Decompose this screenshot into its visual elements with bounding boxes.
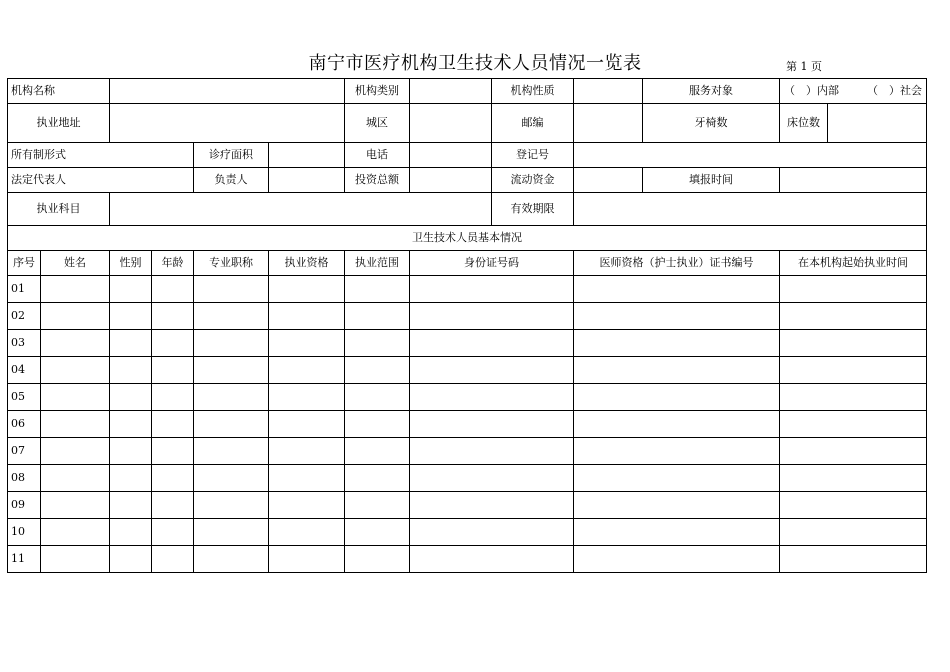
staff-header-row: [8, 251, 927, 276]
col-header-qualification: 执业资格: [269, 251, 345, 276]
staff-cell-seq: 04: [8, 357, 41, 384]
person-in-charge-value[interactable]: [269, 168, 345, 193]
staff-cell-name[interactable]: [41, 330, 110, 357]
practice-subjects-value[interactable]: [110, 193, 492, 226]
practice-address-label: 执业地址: [8, 104, 110, 143]
staff-cell-title[interactable]: [194, 546, 269, 573]
staff-cell-age[interactable]: [152, 303, 194, 330]
staff-cell-id-number[interactable]: [410, 438, 574, 465]
staff-row: [8, 303, 927, 330]
staff-cell-name[interactable]: [41, 492, 110, 519]
staff-cell-id-number[interactable]: [410, 492, 574, 519]
org-nature-value[interactable]: [574, 79, 643, 104]
district-value[interactable]: [410, 104, 492, 143]
staff-cell-certificate[interactable]: [574, 303, 780, 330]
report-time-label: 填报时间: [643, 168, 780, 193]
staff-cell-seq: 03: [8, 330, 41, 357]
staff-cell-seq: 06: [8, 411, 41, 438]
staff-cell-certificate[interactable]: [574, 330, 780, 357]
staff-row: [8, 330, 927, 357]
staff-cell-seq: 08: [8, 465, 41, 492]
page-indicator: 第 1 页: [786, 60, 822, 73]
staff-cell-certificate[interactable]: [574, 357, 780, 384]
org-nature-label: 机构性质: [492, 79, 574, 104]
staff-cell-seq: 05: [8, 384, 41, 411]
service-public-option[interactable]: （ ）社会: [867, 84, 922, 97]
staff-cell-qualification[interactable]: [269, 465, 345, 492]
staff-cell-gender[interactable]: [110, 357, 152, 384]
staff-cell-start-time[interactable]: [780, 303, 927, 330]
staff-cell-seq: 09: [8, 492, 41, 519]
ownership-label: 所有制形式: [8, 143, 194, 168]
staff-cell-id-number[interactable]: [410, 384, 574, 411]
phone-label: 电话: [345, 143, 410, 168]
staff-cell-age[interactable]: [152, 465, 194, 492]
staff-cell-qualification[interactable]: [269, 519, 345, 546]
staff-cell-seq: 01: [8, 276, 41, 303]
staff-cell-age[interactable]: [152, 330, 194, 357]
staff-cell-id-number[interactable]: [410, 519, 574, 546]
practice-subjects-label: 执业科目: [8, 193, 110, 226]
staff-cell-title[interactable]: [194, 276, 269, 303]
staff-row: [8, 546, 927, 573]
staff-cell-start-time[interactable]: [780, 492, 927, 519]
info-row-5: [8, 193, 927, 226]
info-row-2: [8, 104, 927, 143]
staff-cell-age[interactable]: [152, 357, 194, 384]
staff-row: [8, 384, 927, 411]
dental-chairs-label: 牙椅数: [643, 104, 780, 143]
staff-cell-scope[interactable]: [345, 438, 410, 465]
staff-cell-name[interactable]: [41, 438, 110, 465]
staff-cell-start-time[interactable]: [780, 384, 927, 411]
staff-row: [8, 519, 927, 546]
working-capital-label: 流动资金: [492, 168, 574, 193]
staff-cell-qualification[interactable]: [269, 303, 345, 330]
staff-cell-qualification[interactable]: [269, 492, 345, 519]
staff-cell-qualification[interactable]: [269, 276, 345, 303]
staff-cell-seq: 07: [8, 438, 41, 465]
staff-cell-start-time[interactable]: [780, 276, 927, 303]
staff-row: [8, 492, 927, 519]
service-target-options[interactable]: [780, 79, 927, 104]
staff-cell-name[interactable]: [41, 384, 110, 411]
staff-cell-name[interactable]: [41, 303, 110, 330]
staff-cell-id-number[interactable]: [410, 546, 574, 573]
staff-row: [8, 411, 927, 438]
staff-cell-seq: 11: [8, 546, 41, 573]
org-type-value[interactable]: [410, 79, 492, 104]
staff-cell-scope[interactable]: [345, 546, 410, 573]
staff-cell-gender[interactable]: [110, 546, 152, 573]
staff-cell-certificate[interactable]: [574, 492, 780, 519]
staff-cell-start-time[interactable]: [780, 330, 927, 357]
org-name-label: 机构名称: [8, 79, 110, 104]
col-header-age: 年龄: [152, 251, 194, 276]
staff-cell-qualification[interactable]: [269, 411, 345, 438]
postcode-label: 邮编: [492, 104, 574, 143]
staff-cell-start-time[interactable]: [780, 357, 927, 384]
staff-cell-certificate[interactable]: [574, 411, 780, 438]
legal-rep-label: 法定代表人: [8, 168, 194, 193]
staff-cell-certificate[interactable]: [574, 276, 780, 303]
staff-cell-certificate[interactable]: [574, 546, 780, 573]
staff-cell-seq: 10: [8, 519, 41, 546]
valid-period-value[interactable]: [574, 193, 927, 226]
staff-cell-age[interactable]: [152, 411, 194, 438]
staff-cell-seq: 02: [8, 303, 41, 330]
staff-row: [8, 465, 927, 492]
staff-cell-gender[interactable]: [110, 384, 152, 411]
bed-count-label: 床位数: [780, 104, 828, 143]
clinic-area-label: 诊疗面积: [194, 143, 269, 168]
staff-cell-age[interactable]: [152, 492, 194, 519]
phone-value[interactable]: [410, 143, 492, 168]
staff-cell-id-number[interactable]: [410, 465, 574, 492]
staff-cell-start-time[interactable]: [780, 465, 927, 492]
postcode-value[interactable]: [574, 104, 643, 143]
staff-cell-name[interactable]: [41, 519, 110, 546]
service-target-label: 服务对象: [643, 79, 780, 104]
staff-cell-certificate[interactable]: [574, 519, 780, 546]
staff-cell-start-time[interactable]: [780, 411, 927, 438]
staff-cell-qualification[interactable]: [269, 438, 345, 465]
col-header-id-number: 身份证号码: [410, 251, 574, 276]
staff-cell-title[interactable]: [194, 411, 269, 438]
staff-cell-age[interactable]: [152, 438, 194, 465]
col-header-seq: 序号: [8, 251, 41, 276]
staff-cell-gender[interactable]: [110, 519, 152, 546]
bed-count-value[interactable]: [828, 104, 927, 143]
staff-cell-name[interactable]: [41, 411, 110, 438]
staff-cell-gender[interactable]: [110, 303, 152, 330]
staff-cell-age[interactable]: [152, 546, 194, 573]
staff-cell-scope[interactable]: [345, 411, 410, 438]
staff-cell-age[interactable]: [152, 276, 194, 303]
staff-cell-name[interactable]: [41, 276, 110, 303]
staff-cell-id-number[interactable]: [410, 357, 574, 384]
staff-cell-qualification[interactable]: [269, 546, 345, 573]
staff-cell-start-time[interactable]: [780, 546, 927, 573]
staff-cell-title[interactable]: [194, 330, 269, 357]
staff-cell-title[interactable]: [194, 384, 269, 411]
col-header-certificate: 医师资格（护士执业）证书编号: [574, 251, 780, 276]
org-name-value[interactable]: [110, 79, 345, 104]
staff-cell-qualification[interactable]: [269, 357, 345, 384]
staff-row: [8, 438, 927, 465]
staff-cell-start-time[interactable]: [780, 438, 927, 465]
staff-cell-certificate[interactable]: [574, 438, 780, 465]
staff-cell-age[interactable]: [152, 519, 194, 546]
form-title: 南宁市医疗机构卫生技术人员情况一览表: [308, 53, 642, 74]
col-header-gender: 性别: [110, 251, 152, 276]
col-header-scope: 执业范围: [345, 251, 410, 276]
staff-cell-scope[interactable]: [345, 519, 410, 546]
info-row-1: [8, 79, 927, 104]
district-label: 城区: [345, 104, 410, 143]
staff-form-table: [7, 78, 927, 573]
staff-cell-gender[interactable]: [110, 492, 152, 519]
org-type-label: 机构类别: [345, 79, 410, 104]
staff-cell-gender[interactable]: [110, 276, 152, 303]
staff-cell-name[interactable]: [41, 357, 110, 384]
info-row-4: [8, 168, 927, 193]
staff-cell-id-number[interactable]: [410, 276, 574, 303]
staff-cell-title[interactable]: [194, 519, 269, 546]
staff-cell-name[interactable]: [41, 546, 110, 573]
staff-cell-scope[interactable]: [345, 276, 410, 303]
staff-cell-qualification[interactable]: [269, 384, 345, 411]
staff-cell-title[interactable]: [194, 303, 269, 330]
total-investment-label: 投资总额: [345, 168, 410, 193]
staff-cell-qualification[interactable]: [269, 330, 345, 357]
report-time-value[interactable]: [780, 168, 927, 193]
staff-cell-certificate[interactable]: [574, 465, 780, 492]
staff-row: [8, 276, 927, 303]
info-row-3: [8, 143, 927, 168]
staff-cell-scope[interactable]: [345, 465, 410, 492]
valid-period-label: 有效期限: [492, 193, 574, 226]
col-header-start-time: 在本机构起始执业时间: [780, 251, 927, 276]
person-in-charge-label: 负责人: [194, 168, 269, 193]
register-no-value[interactable]: [574, 143, 927, 168]
staff-cell-gender[interactable]: [110, 411, 152, 438]
staff-cell-scope[interactable]: [345, 384, 410, 411]
staff-cell-gender[interactable]: [110, 330, 152, 357]
working-capital-value[interactable]: [574, 168, 643, 193]
staff-cell-scope[interactable]: [345, 303, 410, 330]
staff-cell-title[interactable]: [194, 357, 269, 384]
section-title-row: [8, 226, 927, 251]
staff-cell-gender[interactable]: [110, 438, 152, 465]
staff-cell-id-number[interactable]: [410, 330, 574, 357]
service-internal-option[interactable]: （ ）内部: [784, 84, 839, 97]
staff-cell-scope[interactable]: [345, 330, 410, 357]
staff-cell-id-number[interactable]: [410, 411, 574, 438]
staff-cell-scope[interactable]: [345, 492, 410, 519]
staff-cell-title[interactable]: [194, 465, 269, 492]
staff-cell-title[interactable]: [194, 492, 269, 519]
staff-rows: [8, 276, 927, 573]
col-header-name: 姓名: [41, 251, 110, 276]
section-title: 卫生技术人员基本情况: [8, 226, 927, 251]
staff-cell-start-time[interactable]: [780, 519, 927, 546]
total-investment-value[interactable]: [410, 168, 492, 193]
staff-cell-certificate[interactable]: [574, 384, 780, 411]
staff-row: [8, 357, 927, 384]
col-header-title: 专业职称: [194, 251, 269, 276]
staff-cell-scope[interactable]: [345, 357, 410, 384]
staff-cell-title[interactable]: [194, 438, 269, 465]
register-no-label: 登记号: [492, 143, 574, 168]
clinic-area-value[interactable]: [269, 143, 345, 168]
staff-cell-name[interactable]: [41, 465, 110, 492]
staff-cell-age[interactable]: [152, 384, 194, 411]
staff-cell-gender[interactable]: [110, 465, 152, 492]
practice-address-value[interactable]: [110, 104, 345, 143]
staff-cell-id-number[interactable]: [410, 303, 574, 330]
